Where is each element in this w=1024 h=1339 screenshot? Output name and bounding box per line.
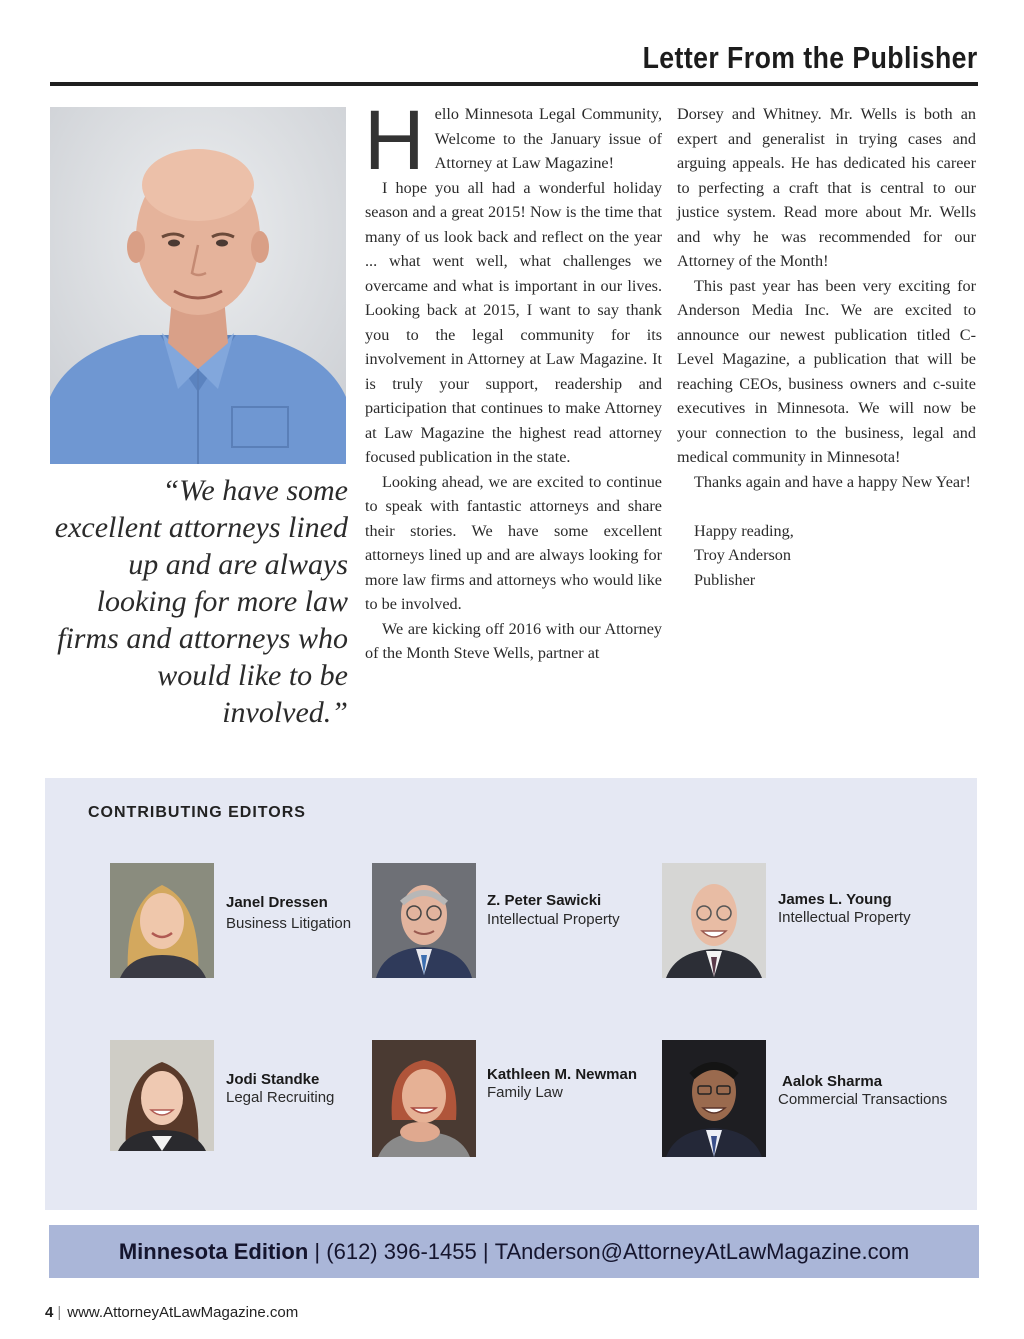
letter-paragraph: I hope you all had a wonderful holiday season and a great 2015! Now is the time that many of us look back and reflect on the year ... what went well, what challenges we overcame and what is important in our lives. Looking back at 2015, I want to say thank you to the legal community for its involvement in Attorney at Law Magazine. It is truly your support, readership and participation that continues to make Attorney at Law Magazine the highest read attorney focused publication in the state. <box>365 178 662 466</box>
editor-role: Legal Recruiting <box>226 1089 335 1106</box>
letter-paragraph: Thanks again and have a happy New Year! <box>694 472 971 491</box>
editor-role: Commercial Transactions <box>778 1091 948 1108</box>
editor-name: Kathleen M. Newman <box>487 1066 638 1083</box>
edition-name: Minnesota Edition <box>118 1238 309 1264</box>
editor-photo <box>110 863 214 978</box>
editor-name: Jodi Standke <box>226 1071 320 1088</box>
signature-title: Publisher <box>694 570 756 589</box>
editor-name: Aalok Sharma <box>782 1073 883 1090</box>
editor-role: Family Law <box>487 1084 563 1101</box>
publisher-photo <box>50 107 346 464</box>
letter-paragraph: We are kicking off 2016 with our Attorney of the Month Steve Wells, partner at <box>365 619 662 662</box>
closing: Happy reading, <box>694 521 794 540</box>
editor-name: Z. Peter Sawicki <box>487 892 602 909</box>
letter-paragraph-greeting: Hello Minnesota Legal Community, Welcome to the January issue of Attorney at Law Magazine! <box>364 93 662 187</box>
letter-paragraph: Looking ahead, we are excited to continue to speak with fantastic attorneys and share their stories. We have some excellent attorneys lined up and are always looking for more law firms and attorneys who would like to be involved. <box>365 472 662 613</box>
editor-photo <box>372 1040 476 1157</box>
signature-block <box>677 519 976 593</box>
header-divider <box>50 82 978 86</box>
editor-role: Intellectual Property <box>778 909 911 926</box>
page-number: 4 <box>45 1304 54 1321</box>
separator: | <box>482 1238 489 1264</box>
letter-paragraph: Dorsey and Whitney. Mr. Wells is both an expert and generalist in trying cases and arguing appeals. He has dedicated his career to perfecting a craft that is central to our justice system. Read more about Mr. Wells and why he was recommended for our Attorney of the Month! <box>677 105 976 270</box>
drop-cap: H <box>364 93 425 187</box>
editor-photo <box>662 863 766 978</box>
editor-name: Janel Dressen <box>226 894 328 911</box>
pull-quote: “We have some excellent attorneys lined up and are always looking for more law firms and attorneys who would like to be involved.” <box>54 474 348 729</box>
editor-photo <box>372 863 476 978</box>
editor-photo <box>110 1040 214 1151</box>
signature-name: Troy Anderson <box>694 546 791 564</box>
footer-separator: | <box>57 1304 62 1321</box>
letter-paragraph: This past year has been very exciting for Anderson Media Inc. We are excited to announce our newest publication titled C-Level Magazine, a publication that will be reaching CEOs, business owners and c-suite executives in Minnesota. We will now be your connection to the business, legal and medical community in Minnesota! <box>677 276 976 466</box>
contact-email[interactable]: TAnderson@AttorneyAtLawMagazine.com <box>494 1238 910 1264</box>
contact-phone: (612) 396-1455 <box>326 1238 477 1264</box>
editors-heading: CONTRIBUTING EDITORS <box>88 804 306 821</box>
letter-column-2 <box>677 102 976 592</box>
contributing-editors-panel <box>45 778 977 1210</box>
editor-photo <box>662 1040 766 1157</box>
letter-column-1 <box>364 93 662 666</box>
page-footer <box>45 1304 298 1321</box>
editor-role: Intellectual Property <box>487 911 620 928</box>
website-link[interactable]: www.AttorneyAtLawMagazine.com <box>67 1304 299 1321</box>
editor-name: James L. Young <box>778 891 892 908</box>
page-title: Letter From the Publisher <box>642 40 978 75</box>
editor-role: Business Litigation <box>226 915 352 932</box>
separator: | <box>314 1238 321 1264</box>
edition-contact-bar <box>49 1225 979 1278</box>
